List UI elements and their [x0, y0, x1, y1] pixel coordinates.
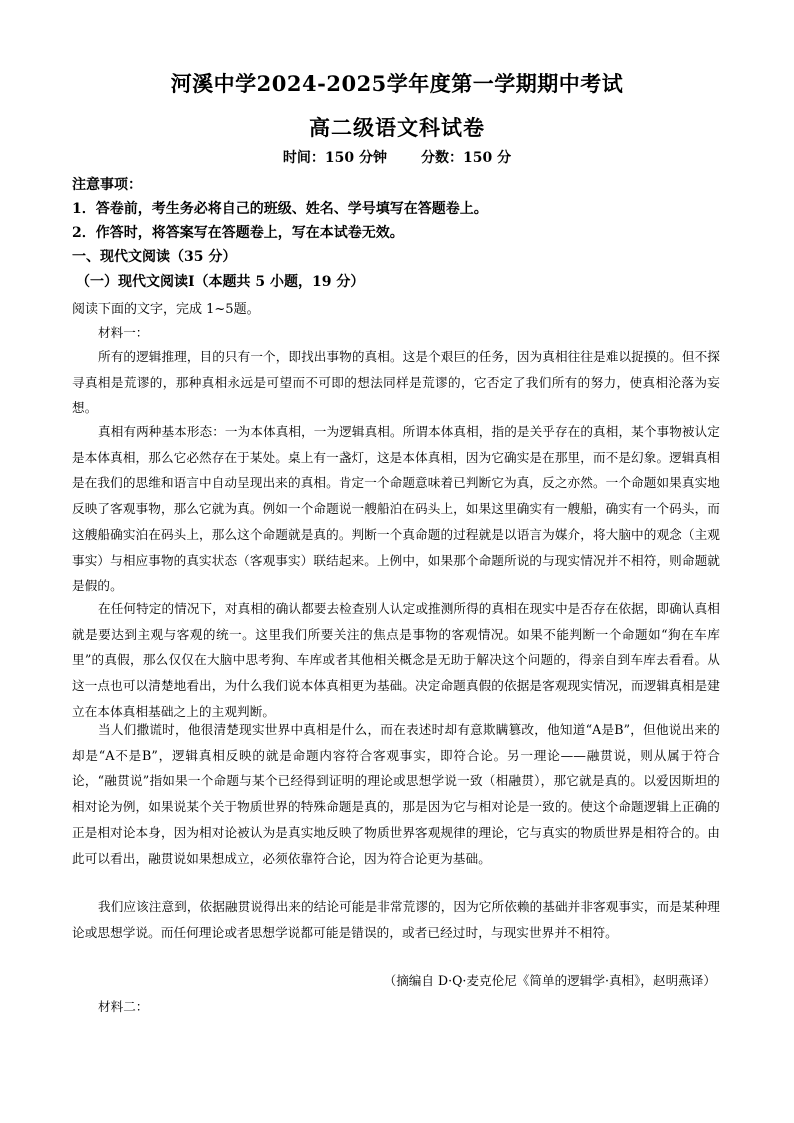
material-1-paragraph: 在任何特定的情况下，对真相的确认都要去检查别人认定或推测所得的真相在现实中是否存在依据，即确认真相就是要达到主观与客观的统一。这里我们所要关注的焦点是事物的客观情况。如果不能判断一个命题如“狗在车库里”的真假，那么仅仅在大脑中思考狗、车库或者其他相关概念是无助于解决这个问题的，得亲自到车库去看看。从这一点也可以清楚地看出，为什么我们说本体真相更为基础。决定命题真假的依据是客观现实情况，而逻辑真相是建立在本体真相基础之上的主观判断。 — [72, 601, 720, 719]
exam-score: 分数：150 分 — [421, 150, 512, 166]
notice-item-2: 2．作答时，将答案写在答题卷上，写在本试卷无效。 — [72, 225, 404, 241]
material-2-label: 材料二： — [98, 999, 149, 1014]
exam-time: 时间：150 分钟 — [282, 150, 387, 166]
material-1-paragraph: 所有的逻辑推理，目的只有一个，即找出事物的真相。这是个艰巨的任务，因为真相往往是难以捉摸的。但不探寻真相是荒谬的，那种真相永远是可望而不可即的想法同样是荒谬的，它否定了我们所有的努力，使真相沦落为妄想。 — [72, 349, 720, 416]
section-title: 一、现代文阅读（35 分） — [72, 249, 237, 265]
notice-heading: 注意事项： — [72, 177, 142, 193]
section-subtitle: （一）现代文阅读Ⅰ（本题共 5 小题，19 分） — [76, 274, 365, 290]
reading-instruction: 阅读下面的文字，完成 1~5题。 — [72, 302, 260, 317]
time-score-line — [0, 147, 794, 167]
material-1-source: （摘编自 D·Q·麦克伦尼《简单的逻辑学·真相》，赵明燕译） — [383, 973, 716, 988]
material-1-label: 材料一： — [98, 325, 149, 340]
exam-title: 河溪中学2024-2025学年度第一学期期中考试 — [170, 71, 624, 96]
material-1-paragraph: 我们应该注意到，依据融贯说得出来的结论可能是非常荒谬的，因为它所依赖的基础并非客观事实，而是某种理论或思想学说。而任何理论或者思想学说都可能是错误的，或者已经过时，与现实世界并不相符。 — [72, 899, 720, 940]
material-1-paragraph: 真相有两种基本形态：一为本体真相，一为逻辑真相。所谓本体真相，指的是关乎存在的真相，某个事物被认定是本体真相，那么它必然存在于某处。桌上有一盏灯，这是本体真相，因为它确实是在那里，而不是幻象。逻辑真相是在我们的思维和语言中自动呈现出来的真相。肯定一个命题意味着已判断它为真，反之亦然。一个命题如果真实地反映了客观事物，那么它就为真。例如一个命题说一艘船泊在码头上，如果这里确实有一艘船，确实有一个码头，而这艘船确实泊在码头上，那么这个命题就是真的。判断一个真命题的过程就是以语言为媒介，将大脑中的观念（主观事实）与相应事物的真实状态（客观事实）联结起来。上例中，如果那个命题所说的与现实情况并不相符，则命题就是假的。 — [72, 424, 720, 594]
material-1-paragraph: 当人们撒谎时，他很清楚现实世界中真相是什么，而在表述时却有意欺瞒篡改，他知道“A是B”，但他说出来的却是“A不是B”，逻辑真相反映的就是命题内容符合客观事实，即符合论。另一理论——融贯说，则从属于符合论，“融贯说”指如果一个命题与某个已经得到证明的理论或思想学说一致（相融贯），那它就是真的。以爱因斯坦的相对论为例，如果说某个关于物质世界的特殊命题是真的，那是因为它与相对论是一致的。使这个命题逻辑上正确的正是相对论本身，因为相对论被认为是真实地反映了物质世界客观规律的理论，它与真实的物质世界是相符合的。由此可以看出，融贯说如果想成立，必须依靠符合论，因为符合论更为基础。 — [72, 722, 720, 866]
exam-subtitle: 高二级语文科试卷 — [309, 115, 485, 140]
notice-item-1: 1．答卷前，考生务必将自己的班级、姓名、学号填写在答题卷上。 — [72, 201, 488, 217]
